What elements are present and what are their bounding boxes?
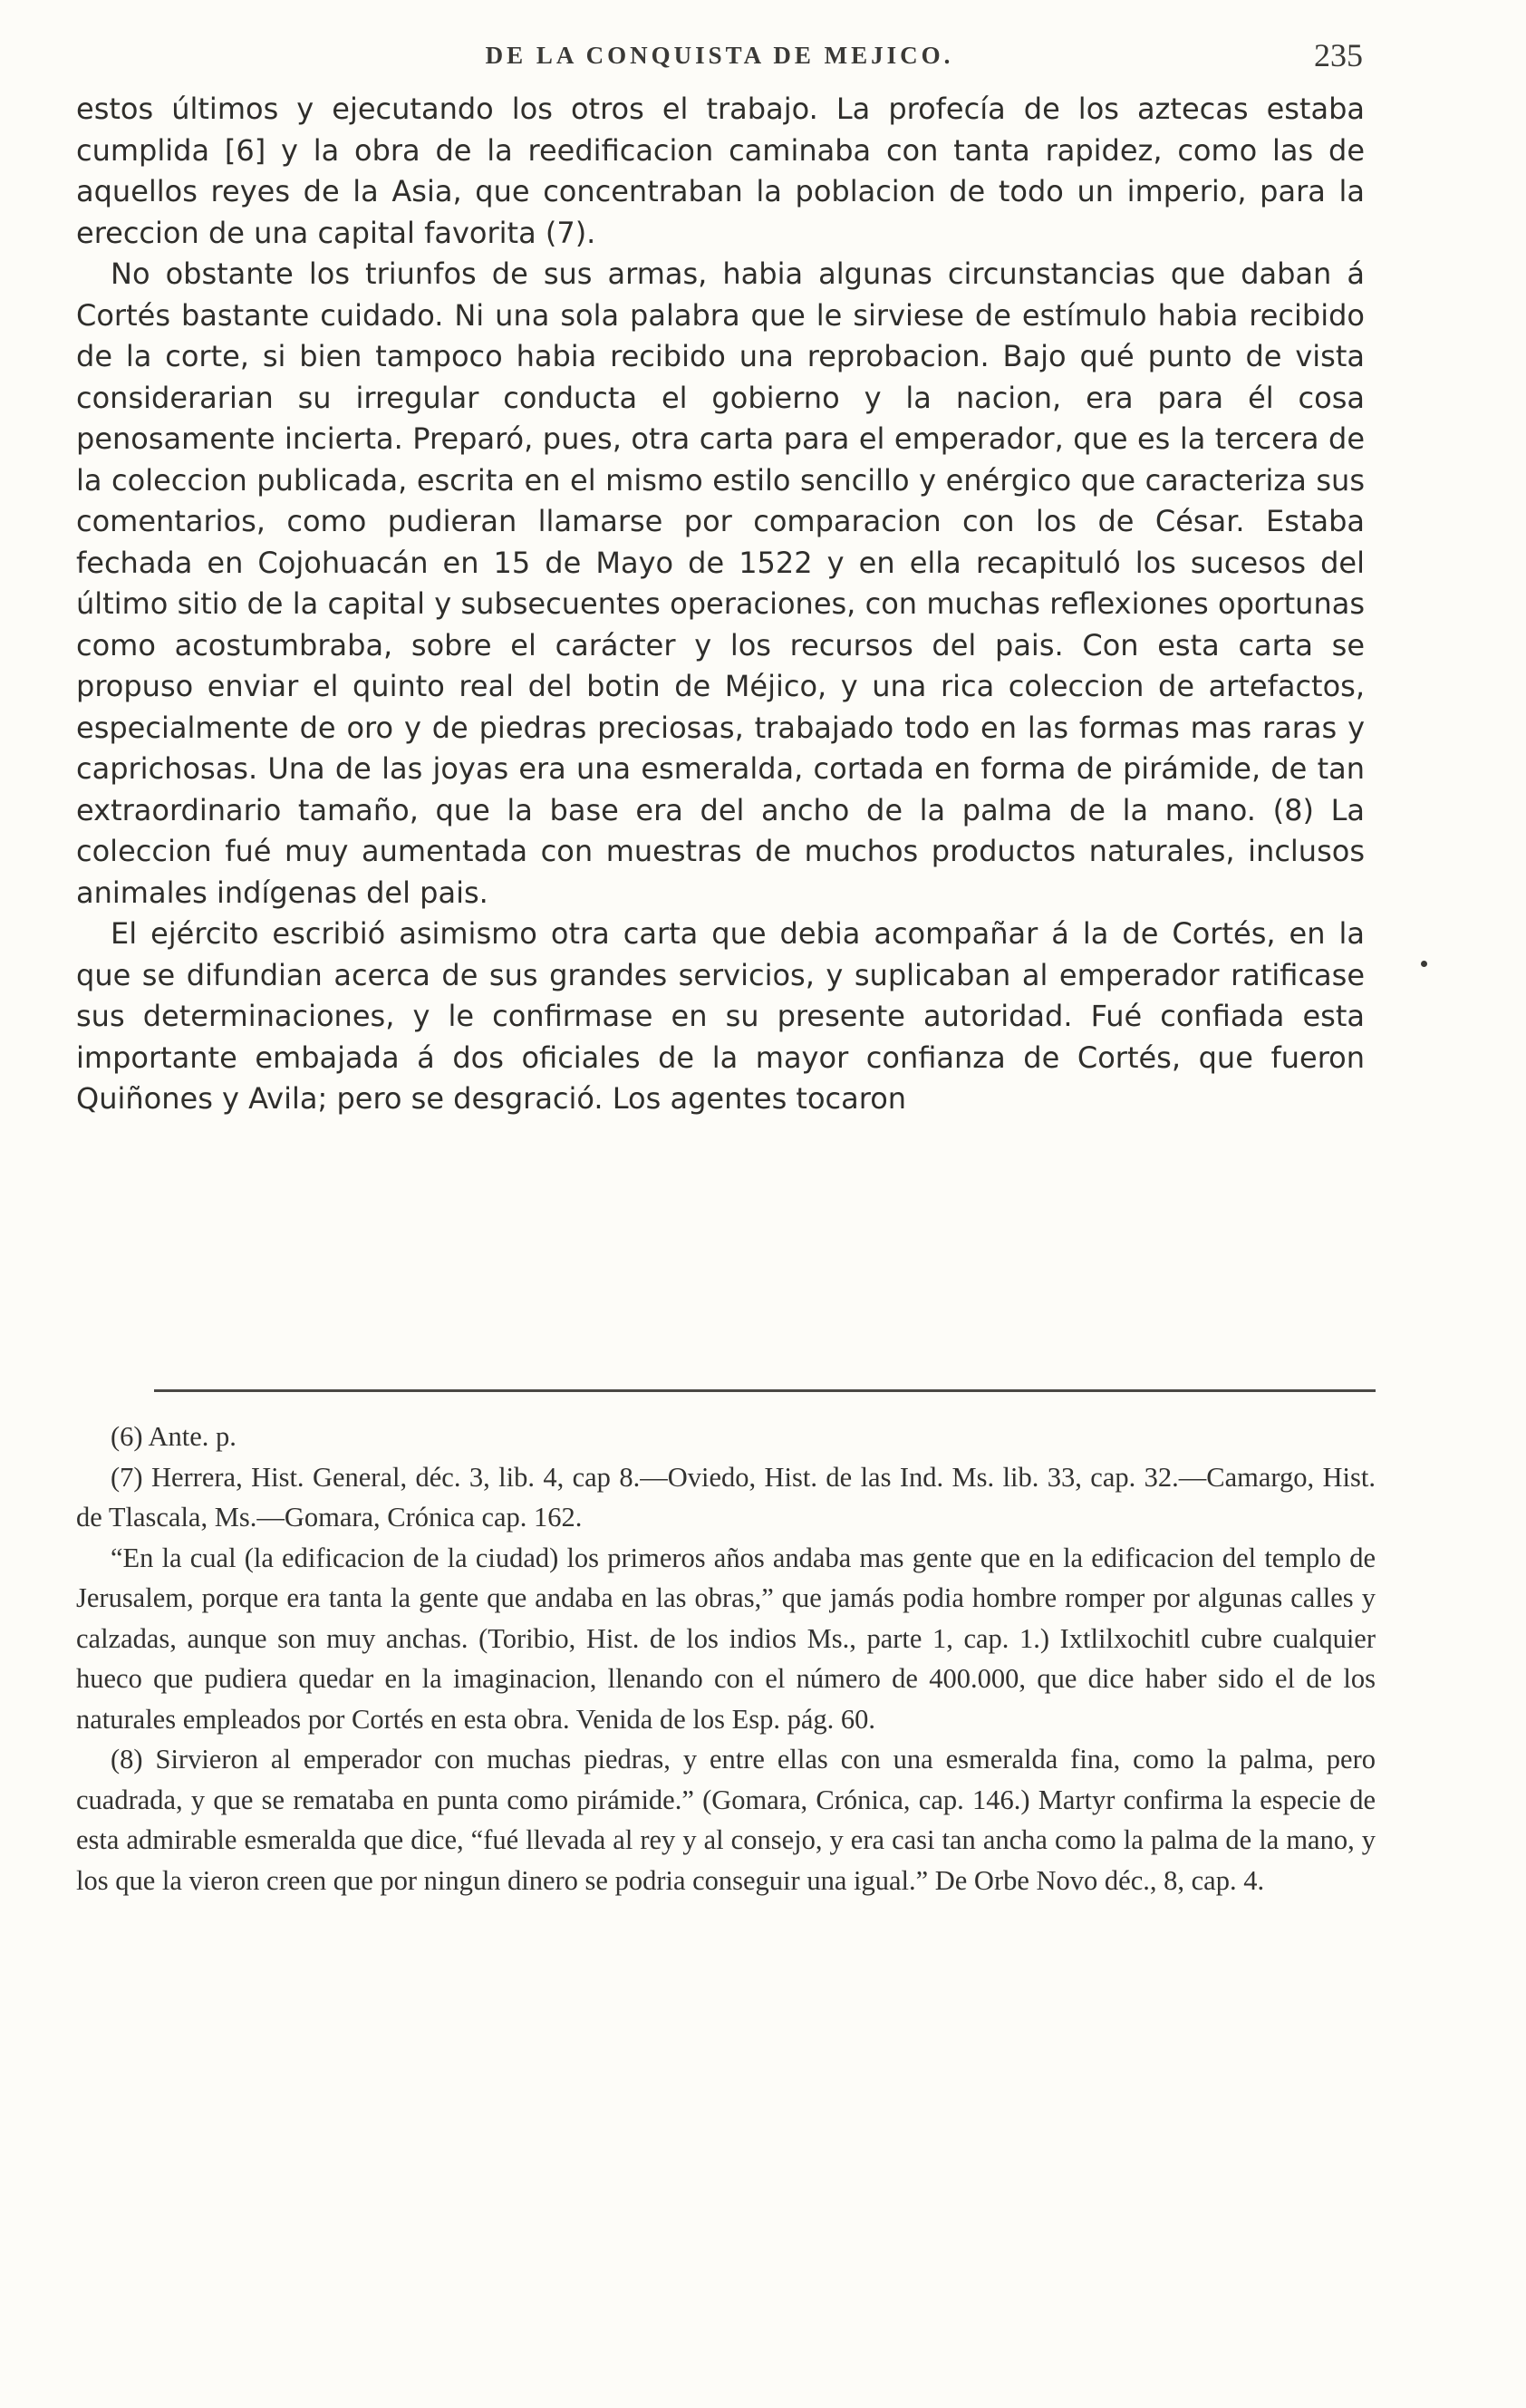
paragraph-1: estos últimos y ejecutando los otros el trabajo. La profecía de los aztecas estaba cumplida [6] y la obra de la reedificacion caminaba con tanta rapidez, como las de aquellos reyes de la Asia, que concentraban la poblacion de todo un imperio, para la ereccion de una capital favorita (7). <box>76 92 1365 250</box>
running-title: DE LA CONQUISTA DE MEJICO. <box>485 42 954 69</box>
footnote-7-quote: “En la cual (la edificacion de la ciudad) los primeros años andaba mas gente que en la edificacion del templo de Jerusalem, porque era tanta la gente que andaba en las obras,” que jamás podia hombre romper por algunas calles y calzadas, aunque son muy anchas. (Toribio, Hist. de los indios Ms., parte 1, cap. 1.) Ixtlilxochitl cubre cualquier hueco que pudiera quedar en la imaginacion, llenando con el número de 400.000, que dice haber sido el de los naturales empleados por Cortés en esta obra. Venida de los Esp. pág. 60. <box>76 1542 1376 1735</box>
footnote-6: (6) Ante. p. <box>111 1421 237 1452</box>
footnote-separator-rule <box>154 1389 1376 1392</box>
footnotes <box>76 1417 1376 1900</box>
page-number: 235 <box>1314 37 1363 73</box>
paragraph-3: El ejército escribió asimismo otra carta que debia acompañar á la de Cortés, en la que se difundian acerca de sus grandes servicios, y suplicaban al emperador ratificase sus determinaciones, y le confirmase en su presente autoridad. Fué confiada esta importante embajada á dos oficiales de la mayor confianza de Cortés, que fueron Quiñones y Avila; pero se desgració. Los agentes tocaron <box>76 916 1365 1116</box>
stray-ink-dot <box>1421 961 1427 967</box>
running-header <box>76 37 1363 78</box>
paragraph-2: No obstante los triunfos de sus armas, habia algunas circunstancias que daban á Cortés bastante cuidado. Ni una sola palabra que le sirviese de estímulo habia recibido de la corte, si bien tampoco habia recibido una reprobacion. Bajo qué punto de vista considerarian su irregular conducta el gobierno y la nacion, era para él cosa penosamente incierta. Preparó, pues, otra carta para el emperador, que es la tercera de la coleccion publicada, escrita en el mismo estilo sencillo y enérgico que caracteriza sus comentarios, como pudieran llamarse por comparacion con los de César. Estaba fechada en Cojohuacán en 15 de Mayo de 1522 y en ella recapituló los sucesos del último sitio de la capital y subsecuentes operaciones, con muchas reflexiones oportunas como acostumbraba, sobre el carácter y los recursos del pais. Con esta carta se propuso enviar el quinto real del botin de Méjico, y una rica coleccion de artefactos, especialmente de oro y de piedras preciosas, trabajado todo en las formas mas raras y caprichosas. Una de las joyas era una esmeralda, cortada en forma de pirámide, de tan extraordinario tamaño, que la base era del ancho de la palma de la mano. (8) La coleccion fué muy aumentada con muestras de muchos productos naturales, inclusos animales indígenas del pais. <box>76 256 1365 910</box>
main-text <box>76 89 1365 1120</box>
footnote-7: (7) Herrera, Hist. General, déc. 3, lib. 4, cap 8.—Oviedo, Hist. de las Ind. Ms. lib. 33, cap. 32.—Camargo, Hist. de Tlascala, Ms.—Gomara, Crónica cap. 162. <box>76 1461 1376 1533</box>
footnote-8: (8) Sirvieron al emperador con muchas piedras, y entre ellas con una esmeralda fina, como la palma, pero cuadrada, y que se remataba en punta como pirámide.” (Gomara, Crónica, cap. 146.) Martyr confirma la especie de esta admirable esmeralda que dice, “fué llevada al rey y al consejo, y era casi tan ancha como la palma de la mano, y los que la vieron creen que por ningun dinero se podria conseguir una igual.” De Orbe Novo déc., 8, cap. 4. <box>76 1744 1376 1896</box>
